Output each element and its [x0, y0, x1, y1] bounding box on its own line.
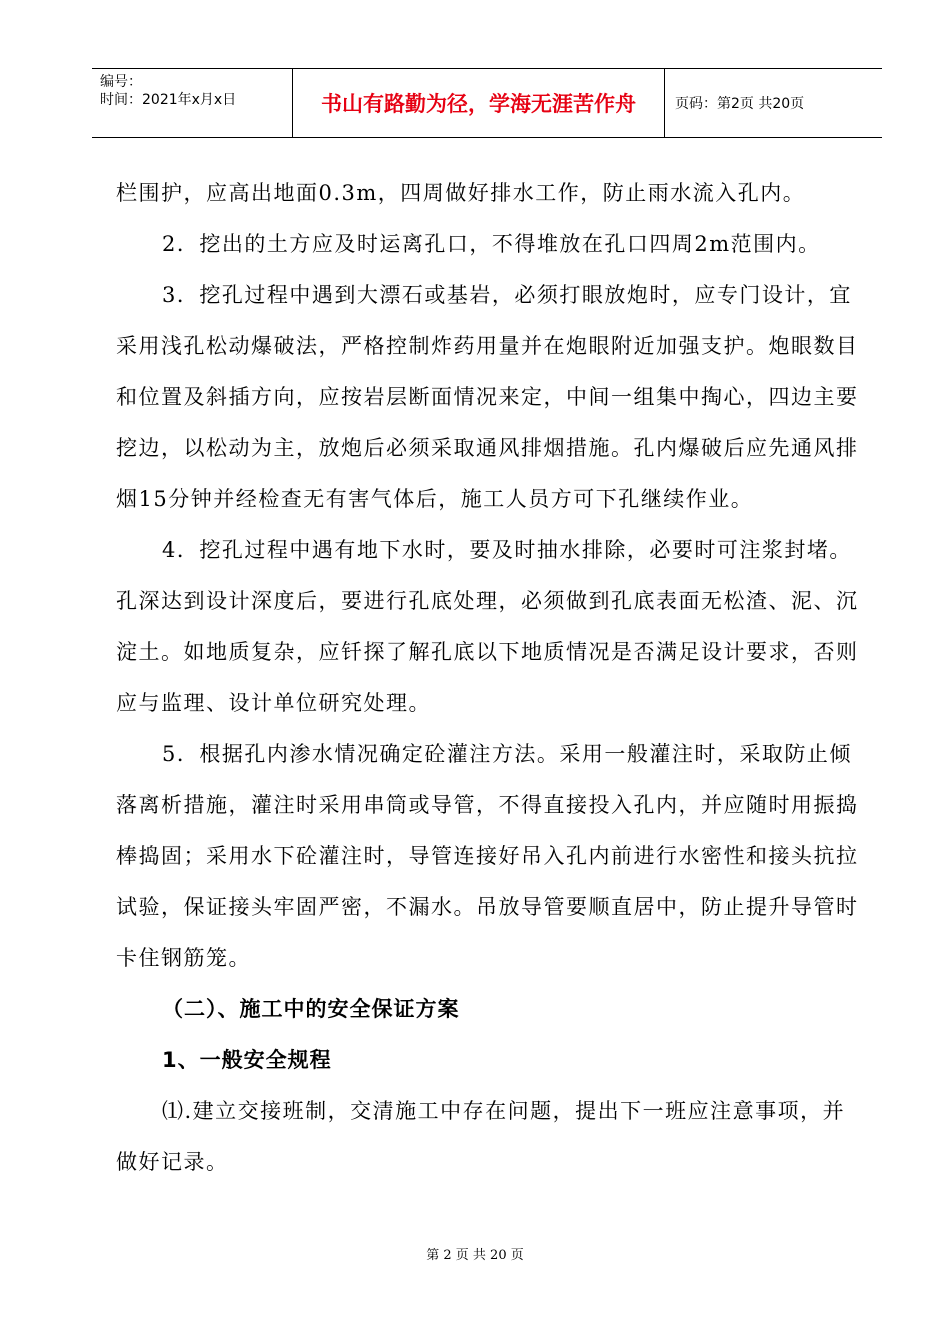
page-footer: 第 2 页 共 20 页 [426, 1248, 524, 1263]
header-meta [92, 69, 293, 137]
page-header [92, 68, 882, 138]
paragraph-continued: 栏围护，应高出地面0.3m，四周做好排水工作，防止雨水流入孔内。 [116, 181, 806, 205]
section-heading: （二）、施工中的安全保证方案 [162, 997, 460, 1021]
paragraph-item-4: 4．挖孔过程中遇有地下水时，要及时抽水排除，必要时可注浆封堵。孔深达到设计深度后，要进行孔底处理，必须做到孔底表面无松渣、泥、沉淀土。如地质复杂，应钎探了解孔底以下地质情况是否满足设计要求，否则应与监理、设计单位研究处理。 [116, 538, 859, 715]
paragraph-item-3: 3．挖孔过程中遇到大漂石或基岩，必须打眼放炮时，应专门设计，宜采用浅孔松动爆破法，严格控制炸药用量并在炮眼附近加强支护。炮眼数目和位置及斜插方向，应按岩层断面情况来定，中间一组集中掏心，四边主要挖边，以松动为主，放炮后必须采取通风排烟措施。孔内爆破后应先通风排烟15分钟并经检查无有害气体后，施工人员方可下孔继续作业。 [116, 283, 859, 511]
header-page-number: 页码：第2页 共20页 [675, 96, 805, 112]
document-date: 时间：2021年x月x日 [100, 92, 237, 108]
paragraph-item-5: 5．根据孔内渗水情况确定砼灌注方法。采用一般灌注时，采取防止倾落离析措施，灌注时采用串筒或导管，不得直接投入孔内，并应随时用振捣棒捣固；采用水下砼灌注时，导管连接好吊入孔内前进行水密性和接头抗拉试验，保证接头牢固严密，不漏水。吊放导管要顺直居中，防止提升导管时卡住钢筋笼。 [116, 742, 859, 970]
paragraph-rule-1: ⑴.建立交接班制，交清施工中存在问题，提出下一班应注意事项，并做好记录。 [116, 1099, 846, 1174]
subsection-heading: 1、一般安全规程 [162, 1048, 332, 1072]
document-number-label: 编号： [100, 74, 142, 90]
document-body [116, 168, 861, 1188]
paragraph-item-2: 2．挖出的土方应及时运离孔口，不得堆放在孔口四周2m范围内。 [162, 232, 821, 256]
header-motto: 书山有路勤为径，学海无涯苦作舟 [293, 69, 665, 137]
